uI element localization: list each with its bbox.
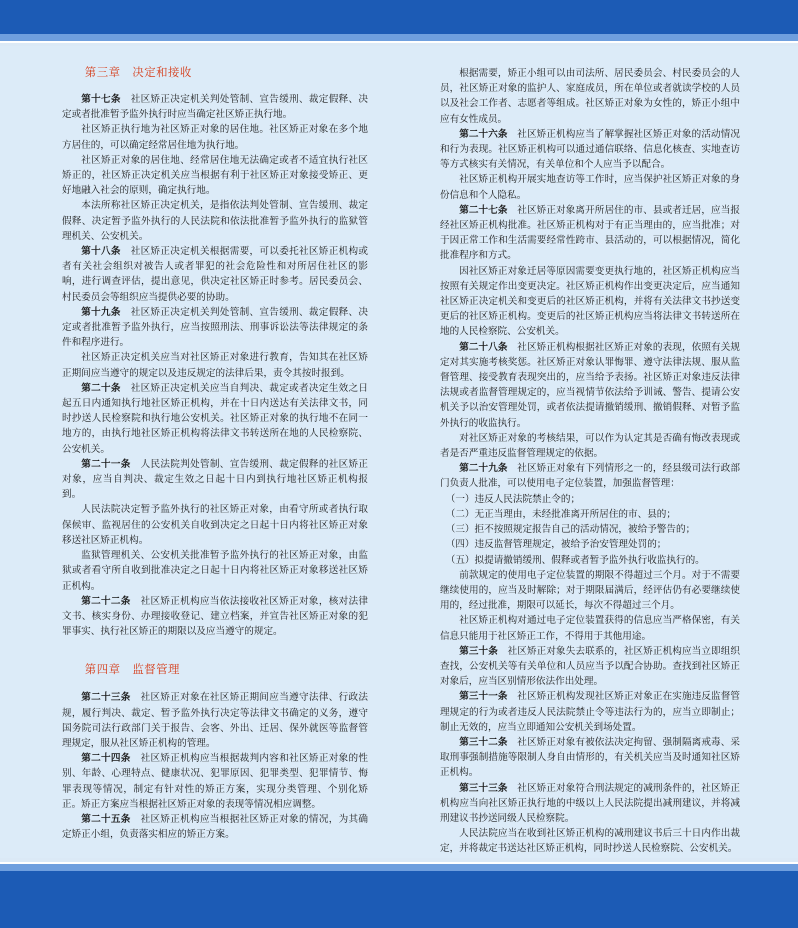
article-text: 社区矫正机构应当依法接收社区矫正对象，核对法律文书、核实身份、办理接收登记、建立档案，并宣告社区矫正对象的犯罪事实、执行社区矫正的期限以及应当遵守的规定。 [62,595,369,638]
article-text: 社区矫正机构应当根据社区矫正对象的情况，为其确定矫正小组，负责落实相应的矫正方案。 [62,813,369,841]
top-banner-line [0,41,798,43]
paragraph: 对社区矫正对象的考核结果，可以作为认定其是否确有悔改表现或者是否严重违反监督管理规定的依据。 [440,432,740,460]
document-page [0,46,798,858]
paragraph: 社区矫正决定机关应当对社区矫正对象进行教育，告知其在社区矫正期间应当遵守的规定以及违反规定的法律后果，责令其按时报到。 [62,352,368,379]
article-text: 社区矫正决定机关应当自判决、裁定或者决定生效之日起五日内通知执行地社区矫正机构，并在十日内送达有关法律文书，同时抄送人民检察院和执行地公安机关。社区矫正对象的执行地不在同一地方的，由执行地社区矫正机构将法律文书转送所在地的人民检察院、公安机关。 [62,382,369,455]
article-text: 社区矫正决定机关根据需要，可以委托社区矫正机构或者有关社会组织对被告人或者罪犯的社会危险性和对所居住社区的影响，进行调查评估，提出意见，供决定社区矫正时参考。居民委员会、村民委员会等组织应当提供必要的协助。 [62,246,369,303]
paragraph: 社区矫正机构对通过电子定位装置获得的信息应当严格保密，有关信息只能用于社区矫正工作，不得用于其他用途。 [440,615,740,642]
article-28 [440,340,740,431]
article-number: 第二十八条 [459,341,508,353]
paragraph: 人民法院决定暂予监外执行的社区矫正对象，由看守所或者执行取保候审、监视居住的公安机关自收到决定之日起十日内将社区矫正对象移送社区矫正机构。 [62,504,368,546]
article-24 [62,751,368,812]
article-27 [440,203,740,264]
article-number: 第二十四条 [81,753,131,765]
paragraph: 社区矫正机构开展实地查访等工作时，应当保护社区矫正对象的身份信息和个人隐私。 [440,174,740,201]
list-item: （二）无正当理由，未经批准离开所居住的市、县的； [445,508,676,520]
article-number: 第二十五条 [81,813,131,825]
left-column [62,64,368,842]
article-text: 社区矫正决定机关判处管制、宣告缓刑、裁定假释、决定或者批准暂予监外执行时应当确定社区矫正执行地。 [62,94,369,121]
article-number: 第三十三条 [459,782,508,794]
paragraph: 人民法院应当在收到社区矫正机构的减刑建议书后三十日内作出裁定，并将裁定书送达社区矫正机构，同时抄送人民检察院、公安机关。 [440,828,740,855]
article-17 [62,92,368,122]
paragraph: 监狱管理机关、公安机关批准暂予监外执行的社区矫正对象，由监狱或者看守所自收到批准决定之日起十日内将社区矫正对象移送社区矫正机构。 [62,550,368,592]
article-32 [440,735,740,781]
article-text: 社区矫正对象有下列情形之一的，经县级司法行政部门负责人批准，可以使用电子定位装置，加强监督管理： [440,463,741,490]
article-25 [62,812,368,842]
paragraph: 根据需要，矫正小组可以由司法所、居民委员会、村民委员会的人员，社区矫正对象的监护人、家庭成员，所在单位或者就读学校的人员以及社会工作者、志愿者等组成。社区矫正对象为女性的，矫正小组中应有女性成员。 [440,68,740,125]
article-text: 社区矫正对象符合刑法规定的减刑条件的，社区矫正机构应当向社区矫正执行地的中级以上人民法院提出减刑建议，并将减刑建议书抄送同级人民检察院。 [440,782,741,824]
article-20 [62,381,368,457]
article-text: 人民法院判处管制、宣告缓刑、裁定假释的社区矫正对象，应当自判决、裁定生效之日起十日内到执行地社区矫正机构报到。 [62,458,369,501]
article-number: 第十七条 [81,94,121,105]
article-31 [440,689,740,735]
article-29 [440,461,740,491]
article-33 [440,781,740,827]
article-text: 社区矫正对象有被依法决定拘留、强制隔离戒毒、采取刑事强制措施等限制人身自由情形的，有关机关应当及时通知社区矫正机构。 [440,736,741,779]
article-21 [62,457,368,503]
article-text: 社区矫正机构应当了解掌握社区矫正对象的活动情况和行为表现。社区矫正机构可以通过通信联络、信息化核查、实地查访等方式核实有关情况，有关单位和个人应当予以配合。 [440,128,741,171]
article-number: 第十八条 [81,246,121,258]
article-number: 第三十条 [459,645,498,657]
article-text: 社区矫正机构根据社区矫正对象的表现，依照有关规定对其实施考核奖惩。社区矫正对象认罪悔罪、遵守法律法规、服从监督管理、接受教育表现突出的，应当给予表扬。社区矫正对象违反法律法规或者监督管理规定的，应当视情节依法给予训诫、警告、提请公安机关予以治安管理处罚，或者依法提请撤销缓刑、撤销假释、对暂予监外执行的收监执行。 [440,341,741,429]
paragraph: 社区矫正对象的居住地、经常居住地无法确定或者不适宜执行社区矫正的，社区矫正决定机关应当根据有利于社区矫正对象接受矫正、更好地融入社会的原则，确定执行地。 [62,154,368,197]
article-number: 第二十九条 [459,463,508,475]
article-30 [440,644,740,690]
right-column [440,66,740,857]
article-18 [62,244,368,305]
list-item: （四）违反监督管理规定，被给予治安管理处罚的； [445,539,667,551]
article-text: 社区矫正对象在社区矫正期间应当遵守法律、行政法规，履行判决、裁定、暂予监外执行决定等法律文书确定的义务，遵守国务院司法行政部门关于报告、会客、外出、迁居、保外就医等监督管理规定，服从社区矫正机构的管理。 [62,692,369,749]
article-number: 第二十六条 [459,128,508,140]
list-item: （五）拟提请撤销缓刑、假释或者暂予监外执行收监执行的。 [445,554,705,566]
article-number: 第二十三条 [81,692,131,704]
list-item: （三）拒不按照规定报告自己的活动情况，被给予警告的； [445,524,696,536]
article-number: 第三十一条 [459,691,508,703]
article-23 [62,690,368,751]
article-text: 社区矫正对象离开所居住的市、县或者迁居，应当报经社区矫正机构批准。社区矫正机构对于有正当理由的，应当批准；对于因正常工作和生活需要经常性跨市、县活动的，可以根据情况，简化批准程序和方式。 [440,204,741,262]
list-item: （一）违反人民法院禁止令的； [445,493,581,505]
article-number: 第二十七条 [459,204,508,216]
article-22 [62,594,368,640]
paragraph: 因社区矫正对象迁居等原因需要变更执行地的，社区矫正机构应当按照有关规定作出变更决定。社区矫正机构作出变更决定后，应当通知社区矫正决定机关和变更后的社区矫正机构，并将有关法律文书抄送变更后的社区矫正机构。变更后的社区矫正机构应当将法律文书转送所在地的人民检察院、公安机关。 [440,265,740,338]
article-text: 社区矫正机构发现社区矫正对象正在实施违反监督管理规定的行为或者违反人民法院禁止令等违法行为的，应当立即制止；制止无效的，应当立即通知公安机关到场处置。 [440,691,741,733]
paragraph: 社区矫正执行地为社区矫正对象的居住地。社区矫正对象在多个地方居住的，可以确定经常居住地为执行地。 [62,124,368,151]
article-text: 社区矫正对象失去联系的，社区矫正机构应当立即组织查找，公安机关等有关单位和人员应当予以配合协助。查找到社区矫正对象后，应当区别情形依法作出处理。 [440,645,741,688]
bottom-banner [0,871,798,928]
article-number: 第三十二条 [459,736,508,748]
article-number: 第十九条 [81,306,121,318]
article-number: 第二十条 [81,382,121,394]
article-text: 社区矫正机构应当根据裁判内容和社区矫正对象的性别、年龄、心理特点、健康状况、犯罪原因、犯罪类型、犯罪情节、悔罪表现等情况，制定有针对性的矫正方案，实现分类管理、个别化矫正。矫正方案应当根据社区矫正对象的表现等情况相应调整。 [62,753,369,810]
article-26 [440,127,740,173]
chapter-title-4: 第四章 监督管理 [84,662,180,677]
article-number: 第二十一条 [81,458,131,470]
top-banner-stripe [0,34,798,41]
paragraph: 前款规定的使用电子定位装置的期限不得超过三个月。对于不需要继续使用的，应当及时解除；对于期限届满后，经评估仍有必要继续使用的，经过批准，期限可以延长，每次不得超过三个月。 [440,569,740,612]
article-text: 社区矫正决定机关判处管制、宣告缓刑、裁定假释、决定或者批准暂予监外执行，应当按照刑法、刑事诉讼法等法律规定的条件和程序进行。 [62,306,369,349]
chapter-title-3: 第三章 决定和接收 [84,65,192,79]
bottom-banner-stripe [0,864,798,871]
paragraph: 本法所称社区矫正决定机关，是指依法判处管制、宣告缓刑、裁定假释、决定暂予监外执行的人民法院和依法批准暂予监外执行的监狱管理机关、公安机关。 [62,200,368,242]
article-19 [62,305,368,351]
article-number: 第二十二条 [81,595,131,607]
top-banner [0,0,798,34]
